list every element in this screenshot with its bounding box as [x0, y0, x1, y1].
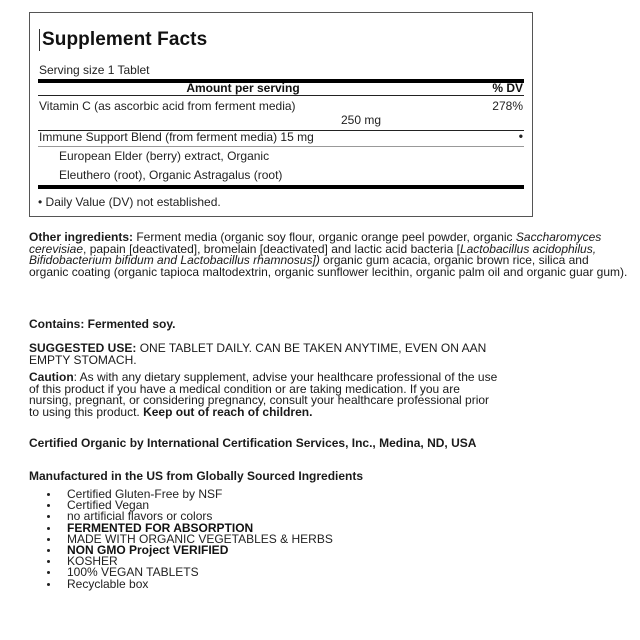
caution-label: Caution: [29, 370, 74, 384]
caution-keep-away: Keep out of reach of children.: [143, 404, 313, 419]
immune-blend-name: Immune Support Blend (from ferment media) 15 mg: [39, 130, 314, 144]
suggested-use-label: SUGGESTED USE:: [29, 341, 137, 355]
other-ingredients-text: organic gum acacia, organic brown rice, silica and organic coating (organic tapioca maltodextrin, organic sunflower lecithin, organic palm oil and organic guar gum).: [29, 253, 628, 279]
certified-organic: [29, 438, 499, 450]
immune-blend-dv: •: [518, 129, 523, 143]
supplement-facts-panel: [29, 12, 533, 217]
feature-label: Certified Gluten-Free by NSF: [67, 487, 223, 501]
caution-text: : As with any dietary supplement, advise your healthcare professional of the use of this product if you have a medical condition or are taking medication. If you are nursing, pregnant, or considering pregnancy, consult your healthcare professional prior to using this product.: [29, 370, 498, 419]
certified-organic-text: Certified Organic by International Certification Services, Inc., Medina, ND, USA: [29, 436, 477, 450]
feature-label: Certified Vegan: [67, 498, 150, 513]
feature-label: no artificial flavors or colors: [67, 509, 213, 524]
feature-label: 100% VEGAN TABLETS: [67, 565, 199, 580]
blend-ingredients-line2: Eleuthero (root), Organic Astragalus (root): [59, 168, 283, 182]
vitamin-c-name: Vitamin C (as ascorbic acid from ferment media): [39, 99, 296, 113]
feature-list: [47, 489, 333, 590]
caution-statement: [29, 372, 499, 418]
vitamin-c-amount: 250 mg: [341, 113, 382, 127]
feature-item: [47, 576, 333, 591]
dv-footnote: • Daily Value (DV) not established.: [38, 195, 221, 209]
vitamin-c-dv: 278%: [492, 99, 523, 113]
other-ingredients-label: Other ingredients:: [29, 230, 134, 244]
feature-label: MADE WITH ORGANIC VEGETABLES & HERBS: [67, 531, 333, 546]
serving-size: Serving size 1 Tablet: [39, 63, 150, 77]
other-ingredients-italic: Saccharomyces cerevisiae: [29, 230, 602, 256]
suggested-use-text: ONE TABLET DAILY. CAN BE TAKEN ANYTIME, EVEN ON AAN EMPTY STOMACH.: [29, 341, 487, 367]
header-percent-dv: % DV: [492, 81, 523, 95]
thick-divider: [38, 185, 524, 189]
feature-label: NON GMO Project VERIFIED: [67, 543, 229, 558]
feature-label: Recyclable box: [67, 576, 149, 591]
contains-text: Contains: Fermented soy.: [29, 317, 176, 331]
thin-divider: [38, 95, 524, 96]
other-ingredients: [29, 232, 629, 278]
manufactured-text: Manufactured in the US from Globally Sourced Ingredients: [29, 469, 364, 483]
contains-statement: [29, 319, 629, 331]
other-ingredients-italic: Lactobacillus acidophilus, Bifidobacterium bifidum and Lactobacillus rhamnosus]): [29, 241, 597, 267]
manufactured-statement: [29, 471, 629, 483]
feature-label: KOSHER: [67, 554, 118, 569]
other-ingredients-text: Ferment media (organic soy flour, organic orange peel powder, organic: [133, 230, 516, 244]
other-ingredients-text: , papain [deactivated], bromelain [deactivated] and lactic acid bacteria [: [83, 241, 460, 256]
suggested-use: [29, 343, 529, 366]
feature-label: FERMENTED FOR ABSORPTION: [67, 520, 254, 535]
facts-title: Supplement Facts: [39, 29, 207, 51]
blend-ingredients-line1: European Elder (berry) extract, Organic: [59, 149, 270, 163]
header-amount-per-serving: Amount per serving: [186, 81, 300, 95]
